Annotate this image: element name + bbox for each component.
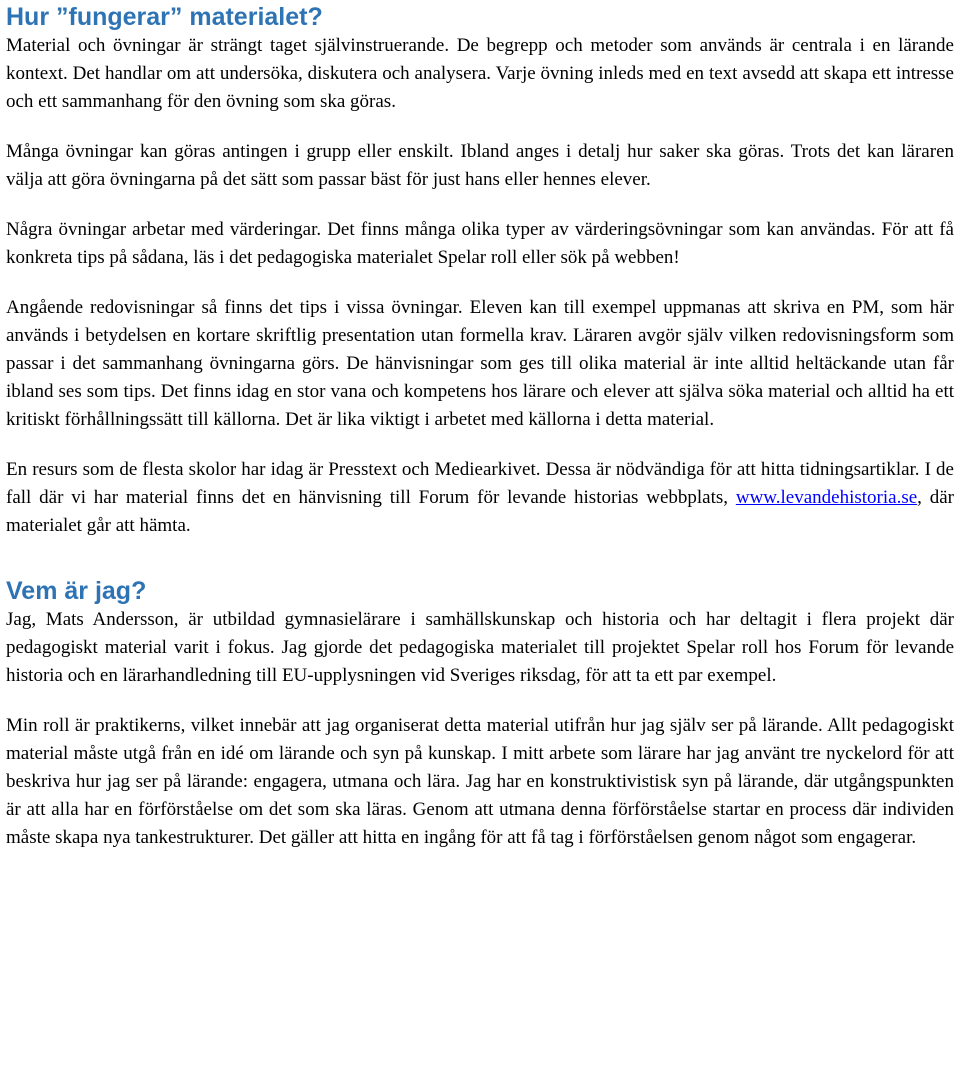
section-how-it-works [6,2,954,540]
section-heading-who-am-i: Vem är jag? [6,577,147,605]
paragraph-author-bio: Jag, Mats Andersson, är utbildad gymnasielärare i samhällskunskap och historia och har deltagit i flera projekt där pedagogiskt material varit i fokus. Jag gjorde det pedagogiska materialet till projektet Spelar roll hos Forum för levande historia och en lärarhandledning till EU-upplysningen vid Sveriges riksdag, för att ta ett par exempel. [6,609,954,686]
levandehistoria-link[interactable]: www.levandehistoria.se [735,487,918,508]
paragraph-resources [6,456,954,540]
paragraph-values: Några övningar arbetar med värderingar. Det finns många olika typer av värderingsövningar som kan användas. För att få konkreta tips på sådana, läs i det pedagogiska materialet Spelar roll eller sök på webben! [6,219,954,268]
paragraph-author-role: Min roll är praktikerns, vilket innebär att jag organiserat detta material utifrån hur jag själv ser på lärande. Allt pedagogiskt material måste utgå från en idé om lärande och syn på kunskap. I mitt arbete som lärare har jag använt tre nyckelord för att beskriva hur jag ser på lärande: engagera, utmana och lära. Jag har en konstruktivistisk syn på lärande, där utgångspunkten är att alla har en förförståelse om det som ska läras. Genom att utmana denna förförståelse startar en process där individen måste skapa nya tankestrukturer. Det gäller att hitta en ingång för att få tag i förförståelsen genom något som engagerar. [6,715,954,848]
paragraph-resources-text: En resurs som de flesta skolor har idag är Presstext och Mediearkivet. Dessa är nödvändiga för att hitta tidningsartiklar. I de fall där vi har material finns det en hänvisning till Forum för levande historias webbplats, [6,459,954,508]
paragraph-reports: Angående redovisningar så finns det tips i vissa övningar. Eleven kan till exempel uppmanas att skriva en PM, som här används i betydelsen en kortare skriftlig presentation utan formella krav. Läraren avgör själv vilken redovisningsform som passar i det sammanhang övningarna görs. De hänvisningar som ges till olika material är inte alltid heltäckande utan får ibland ses som tips. Det finns idag en stor vana och kompetens hos lärare och elever att själva söka material och alltid ha ett kritiskt förhållningssätt till källorna. Det är lika viktigt i arbetet med källorna i detta material. [6,297,954,430]
paragraph-intro: Material och övningar är strängt taget självinstruerande. De begrepp och metoder som används är centrala i en lärande kontext. Det handlar om att undersöka, diskutera och analysera. Varje övning inleds med en text avsedd att skapa ett intresse och ett sammanhang för den övning som ska göras. [6,35,954,112]
section-who-am-i [6,576,954,852]
document-page [6,0,954,852]
paragraph-group-work: Många övningar kan göras antingen i grupp eller enskilt. Ibland anges i detalj hur saker ska göras. Trots det kan läraren välja att göra övningarna på det sätt som passar bäst för just hans eller hennes elever. [6,141,954,190]
section-heading-how-it-works: Hur ”fungerar” materialet? [6,3,323,31]
paragraph-resources-text-end: , där materialet går att hämta. [6,487,954,536]
